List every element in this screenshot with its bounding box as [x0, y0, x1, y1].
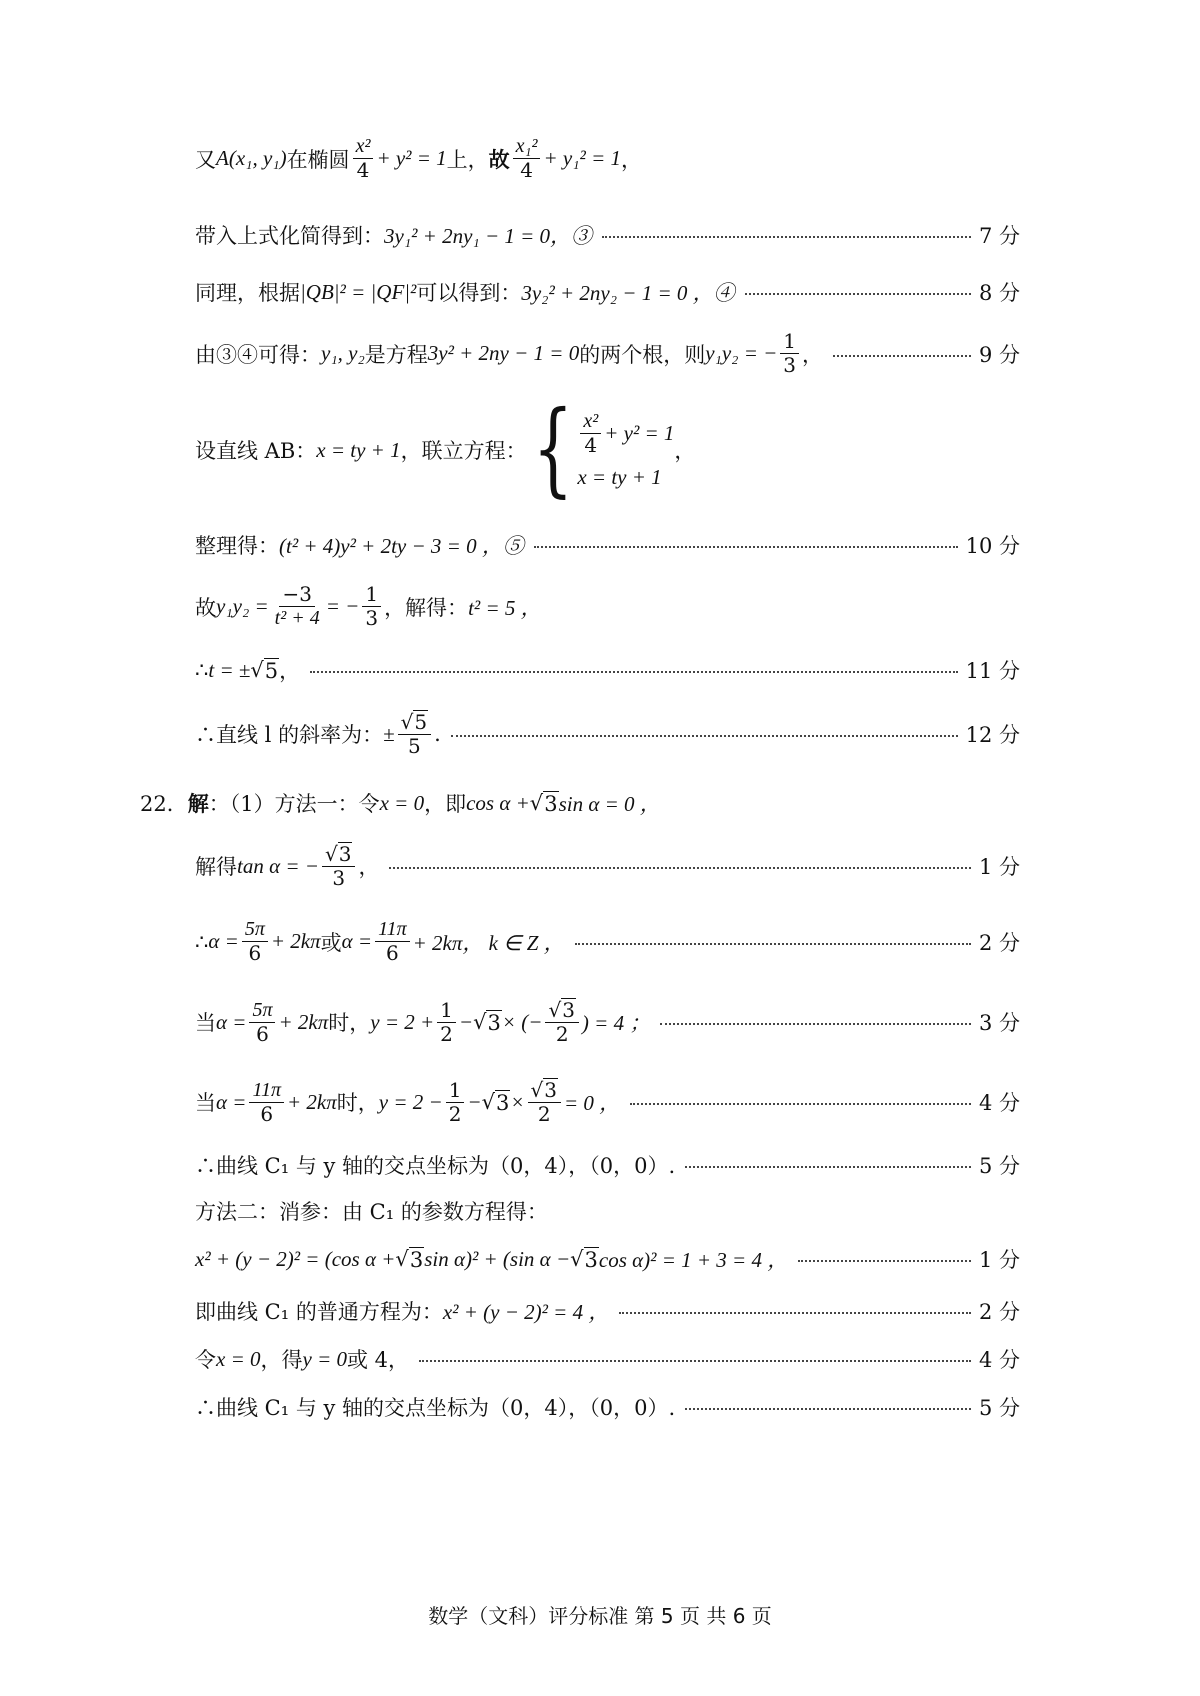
page-footer: 数学（文科）评分标准 第 5 页 共 6 页: [428, 1604, 772, 1628]
math: |QB|² = |QF|²: [300, 279, 417, 304]
math: + 2kπ: [278, 1009, 329, 1034]
math: + y² = 1: [604, 421, 675, 445]
sqrt: √ 3: [395, 1247, 424, 1272]
score: 11 分: [965, 659, 1020, 683]
score: 4 分: [978, 1348, 1020, 1372]
score: 7 分: [978, 224, 1020, 248]
text: 解: [187, 791, 209, 816]
math: cos α +: [466, 790, 530, 815]
text: ：（1）方法一：令: [208, 792, 380, 816]
sqrt: √ 5: [250, 658, 279, 683]
line-let-x: [195, 1344, 1020, 1374]
leader-dots: [389, 867, 971, 869]
sqrt: √ 3: [481, 1090, 510, 1115]
fraction: $\frac{-3}{\text{t² + 4}}$: [274, 582, 320, 629]
text: 或 4，: [347, 1348, 410, 1372]
score: 3 分: [978, 1011, 1020, 1035]
score: 2 分: [978, 930, 1020, 955]
math: t² = 5 ，: [468, 595, 542, 620]
line-case2: [195, 1078, 1020, 1126]
fraction: √ 3 3: [322, 842, 355, 890]
math: tan α = −: [237, 853, 319, 878]
leader-dots: [685, 1408, 971, 1410]
fraction: $\frac{11\pi}{6}$: [249, 1079, 284, 1126]
math: x² + (y − 2)² = 4 ，: [442, 1300, 610, 1324]
line-roots: [195, 330, 1020, 377]
text: ，即: [424, 792, 467, 816]
score: 5 分: [978, 1396, 1020, 1420]
text: ，联立方程：: [400, 439, 527, 463]
text: 在椭圆: [286, 147, 350, 172]
math: + 2kπ: [287, 1089, 337, 1114]
text: 由③④可得：: [195, 342, 321, 367]
math: y = 0: [302, 1346, 347, 1371]
score: 9 分: [978, 342, 1020, 367]
text: 整理得：: [195, 534, 279, 558]
fraction: $\frac{1}{3}$: [780, 330, 799, 377]
sqrt: √ 3: [570, 1247, 598, 1272]
leader-dots: [630, 1103, 971, 1105]
score: 8 分: [978, 281, 1020, 305]
line-slope: [195, 710, 1020, 758]
line-case1: [195, 998, 1020, 1046]
line-method2: [195, 1196, 1020, 1226]
fraction: √ 3 2: [528, 1078, 561, 1126]
math: + 2kπ: [270, 929, 321, 953]
text: 故: [195, 595, 216, 620]
line-standard-eq: [195, 1296, 1020, 1326]
math: y = 2 +: [370, 1009, 435, 1034]
fraction: $\frac{1}{2}$: [446, 1079, 465, 1126]
math: x = 0: [216, 1346, 261, 1371]
line-ellipse-point: [195, 135, 1020, 182]
line-similarly: [195, 277, 1020, 307]
leader-dots: [534, 546, 958, 548]
line-substitute: [195, 220, 1020, 250]
text: 解得: [195, 855, 237, 879]
math: × (−: [501, 1009, 543, 1034]
score: 4 分: [978, 1091, 1020, 1115]
text: 当: [195, 1011, 216, 1035]
score: 1 分: [978, 1248, 1020, 1272]
text: ∴曲线 C₁ 与 y 轴的交点坐标为（0，4），（0，0）.: [195, 1154, 676, 1178]
math: + y² = 1: [376, 146, 447, 170]
line-tan: [195, 842, 1020, 890]
text: 的两个根，则: [579, 342, 706, 367]
sqrt: √ 3: [529, 791, 558, 816]
fraction: $\frac{5\pi}{6}$: [242, 918, 268, 965]
text: ，: [358, 855, 380, 879]
score: 2 分: [978, 1300, 1020, 1324]
text: ∴曲线 C₁ 与 y 轴的交点坐标为（0，4），（0，0）.: [195, 1396, 676, 1420]
leader-dots: [619, 1312, 971, 1314]
text: 同理，根据: [195, 281, 300, 305]
fraction: $\frac{11\pi}{6}$: [375, 918, 410, 965]
math: + 2kπ， k ∈ Z ，: [412, 930, 565, 955]
math: cos α)² = 1 + 3 = 4 ，: [598, 1248, 789, 1272]
math: 3y² + 2ny − 1 = 0: [427, 341, 580, 365]
leader-dots: [451, 735, 958, 737]
text: 时，: [328, 1011, 371, 1035]
text: 或: [320, 930, 342, 955]
math: α =: [216, 1089, 247, 1114]
leader-dots: [660, 1023, 971, 1025]
math: sin α)² + (sin α −: [424, 1246, 571, 1271]
math: 3y₂² + 2ny₂ − 1 = 0 ，④: [521, 281, 735, 305]
leader-dots: [419, 1360, 971, 1362]
fraction: $\frac{1}{2}$: [437, 999, 456, 1046]
math: x² + (y − 2)² = (cos α +: [195, 1246, 396, 1271]
text: 故: [488, 146, 510, 172]
math: + y₁² = 1: [543, 146, 621, 170]
text: 上，: [446, 147, 489, 172]
text: ，得: [260, 1348, 303, 1372]
math: x = ty + 1: [316, 437, 401, 462]
fraction: $\frac{1}{3}$: [362, 583, 381, 630]
math: ) = 4 ；: [581, 1011, 651, 1035]
line-system: [195, 390, 1020, 510]
math: = 0 ，: [564, 1091, 621, 1115]
math: α =: [341, 929, 373, 953]
leader-dots: [685, 1166, 971, 1168]
text: ∴直线 l 的斜率为：: [195, 723, 384, 747]
fraction: $\frac{\text{x²}}{4}$: [353, 135, 374, 182]
line-simplify: [195, 530, 1020, 560]
math: y₁y₂ =: [216, 594, 269, 618]
math: y₁, y₂: [321, 341, 365, 365]
math: x = 0: [379, 790, 425, 815]
math: x = ty + 1: [577, 465, 662, 489]
math: (t² + 4)y² + 2ty − 3 = 0 ，⑤: [279, 534, 524, 558]
fraction: √ 3 2: [545, 998, 578, 1046]
math: −: [458, 1009, 474, 1034]
math: sin α = 0 ，: [558, 792, 661, 816]
text: ，: [621, 147, 642, 172]
score: 1 分: [978, 855, 1020, 879]
fraction: $\frac{\text{x²}}{4}$: [580, 410, 601, 457]
text: 又: [195, 147, 216, 172]
line-conclusion2: [195, 1392, 1020, 1422]
math: t = ±: [208, 657, 251, 682]
line-solve-t: [195, 583, 1020, 630]
text: ，: [674, 439, 696, 463]
fraction: $\frac{\text{x₁²}}{4}$: [513, 135, 541, 182]
line-q22: [140, 788, 1020, 818]
leader-dots: [602, 236, 971, 238]
score: 5 分: [978, 1154, 1020, 1178]
math: α =: [208, 929, 239, 953]
brace-icon: {: [532, 390, 574, 510]
leader-dots: [798, 1260, 971, 1262]
text: 带入上式化简得到：: [195, 224, 384, 248]
line-conclusion1: [195, 1150, 1020, 1180]
math: y = 2 −: [378, 1089, 443, 1114]
math: 3y₁² + 2ny₁ − 1 = 0，③: [384, 224, 593, 248]
text: 时，: [336, 1091, 379, 1115]
leader-dots: [745, 293, 971, 295]
score: 12 分: [965, 723, 1020, 747]
math-point: A(x₁, y₁): [216, 146, 287, 170]
text: ∴: [195, 929, 209, 954]
score: 10 分: [965, 534, 1020, 558]
text: 即曲线 C₁ 的普通方程为：: [195, 1300, 443, 1324]
text: 是方程: [364, 342, 428, 367]
line-eliminate: [195, 1244, 1020, 1274]
text: 可以得到：: [416, 281, 522, 305]
text: 设直线 AB：: [195, 439, 317, 463]
text: ∴: [195, 658, 209, 682]
leader-dots: [833, 355, 971, 357]
math: ±: [383, 721, 395, 746]
fraction: $\frac{5\pi}{6}$: [249, 999, 275, 1046]
text: 令: [195, 1348, 216, 1372]
line-alpha: [195, 918, 1020, 965]
fraction: √ 5 5: [398, 710, 431, 758]
text: ，: [802, 342, 824, 367]
math: α =: [216, 1009, 247, 1034]
sqrt: √ 3: [473, 1010, 501, 1035]
equation-system: [532, 390, 675, 510]
text: .: [434, 722, 441, 746]
leader-dots: [575, 943, 971, 945]
math: ×: [510, 1089, 525, 1114]
text: 方法二：消参：由 C₁ 的参数方程得：: [195, 1200, 548, 1224]
math: = −: [325, 594, 360, 618]
text: 当: [195, 1091, 216, 1115]
text: ，解得：: [384, 595, 469, 620]
math: −: [467, 1089, 482, 1114]
line-t-value: [195, 655, 1020, 685]
question-number: 22．: [140, 792, 188, 816]
math: y₁y₂ = −: [705, 341, 778, 365]
leader-dots: [310, 671, 957, 673]
text: ，: [279, 659, 301, 683]
